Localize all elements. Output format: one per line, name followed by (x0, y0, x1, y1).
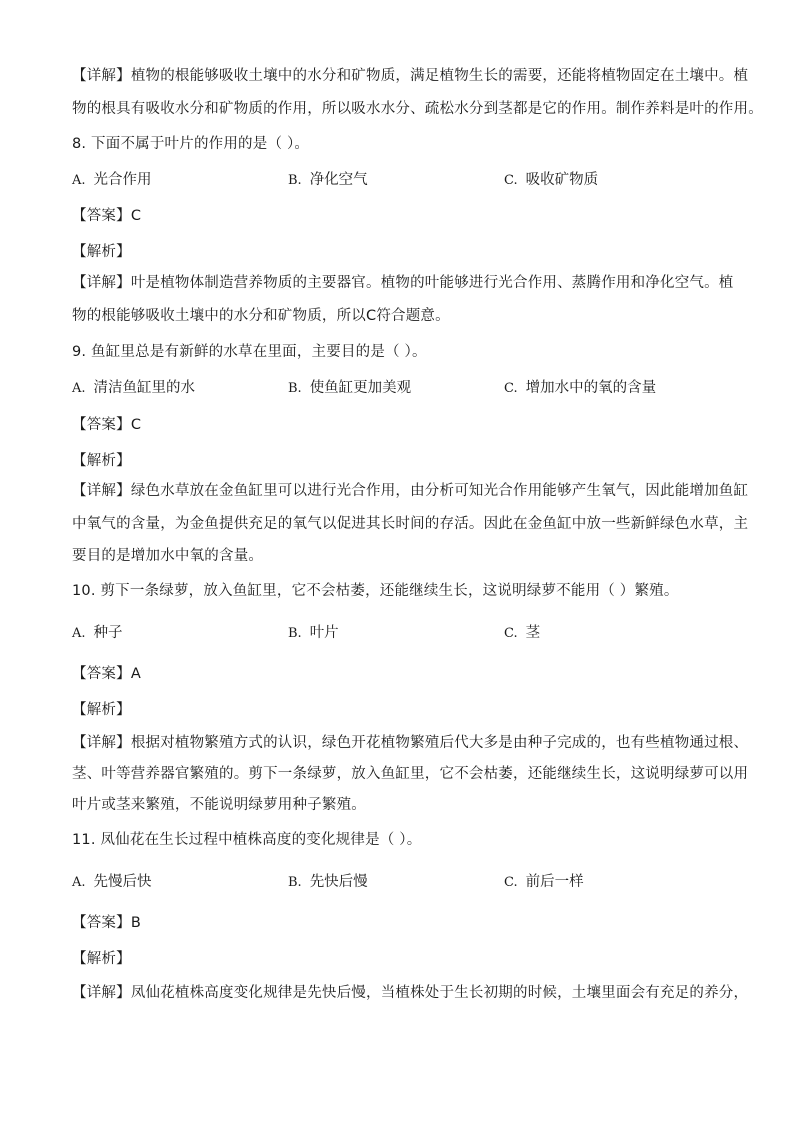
q7-detail-line-2: 物的根具有吸收水分和矿物质的作用，所以吸水水分、疏松水分到茎都是它的作用。制作养料是叶的作用。 (72, 101, 763, 117)
option-text: 净化空气 (309, 172, 368, 188)
option-text: 叶片 (309, 625, 339, 641)
option-letter: C. (504, 875, 518, 890)
question-9-answer (72, 415, 141, 435)
answer-tag: 【答案】 (72, 417, 131, 433)
option-letter: B. (288, 381, 302, 396)
question-8-analysis-tag: 【解析】 (72, 244, 131, 260)
question-11-detail-line-1 (72, 983, 748, 1003)
question-11-stem: 11. 凤仙花在生长过程中植株高度的变化规律是（ ）。 (72, 832, 422, 848)
option-text: 先慢后快 (93, 874, 152, 890)
answer-value: C (130, 208, 142, 224)
option-letter: A. (72, 381, 86, 396)
question-9-option-b (288, 378, 411, 399)
option-text: 使鱼缸更加美观 (309, 380, 412, 396)
detail-tag: 【详解】 (72, 735, 131, 751)
question-10-option-b (288, 623, 339, 644)
answer-value: C (130, 417, 142, 433)
question-9-detail-line-1 (72, 481, 748, 501)
option-text: 清洁鱼缸里的水 (93, 380, 196, 396)
detail-tag: 【详解】 (72, 275, 131, 291)
question-11-option-c (504, 872, 584, 893)
question-8-detail-line-2: 物的根能够吸收土壤中的水分和矿物质，所以C符合题意。 (72, 308, 450, 324)
question-10-option-a (72, 623, 123, 644)
option-letter: B. (288, 173, 302, 188)
answer-tag: 【答案】 (72, 208, 131, 224)
question-11-option-a (72, 872, 152, 893)
detail-tag: 【详解】 (72, 483, 131, 499)
question-10-detail-line-2: 茎、叶等营养器官繁殖的。剪下一条绿萝，放入鱼缸里，它不会枯萎，还能继续生长，这说明绿萝可以用 (72, 766, 749, 782)
answer-value: B (130, 915, 141, 931)
option-letter: B. (288, 875, 302, 890)
question-10-detail-line-3: 叶片或茎来繁殖，不能说明绿萝用种子繁殖。 (72, 797, 366, 813)
question-9-option-c (504, 378, 656, 399)
option-letter: C. (504, 173, 518, 188)
option-text: 增加水中的氧的含量 (525, 380, 657, 396)
detail-text: 绿色水草放在金鱼缸里可以进行光合作用，由分析可知光合作用能够产生氧气，因此能增加鱼缸 (130, 483, 749, 499)
detail-text: 根据对植物繁殖方式的认识，绿色开花植物繁殖后代大多是由种子完成的，也有些植物通过根、 (130, 735, 749, 751)
answer-tag: 【答案】 (72, 915, 131, 931)
question-11-analysis-tag: 【解析】 (72, 951, 131, 967)
question-10-analysis-tag: 【解析】 (72, 702, 131, 718)
option-letter: C. (504, 381, 518, 396)
question-10-answer (72, 664, 141, 684)
question-8-option-b (288, 170, 368, 191)
option-letter: A. (72, 875, 86, 890)
option-text: 吸收矿物质 (525, 172, 599, 188)
answer-value: A (130, 666, 141, 682)
option-text: 茎 (525, 625, 541, 641)
question-8-answer (72, 206, 141, 226)
detail-tag: 【详解】 (72, 985, 131, 1001)
q7-detail-line-1 (72, 66, 748, 86)
option-text: 光合作用 (93, 172, 152, 188)
question-9-stem: 9. 鱼缸里总是有新鲜的水草在里面，主要目的是（ ）。 (72, 344, 427, 360)
question-10-stem: 10. 剪下一条绿萝，放入鱼缸里，它不会枯萎，还能继续生长，这说明绿萝不能用（ ）繁殖。 (72, 583, 679, 599)
question-9-detail-line-2: 中氧气的含量，为金鱼提供充足的氧气以促进其长时间的存活。因此在金鱼缸中放一些新鲜绿色水草，主 (72, 516, 749, 532)
option-letter: B. (288, 626, 302, 641)
detail-tag: 【详解】 (72, 68, 131, 84)
question-8-stem: 8. 下面不属于叶片的作用的是（ ）。 (72, 136, 310, 152)
question-9-option-a (72, 378, 195, 399)
question-9-analysis-tag: 【解析】 (72, 453, 131, 469)
option-text: 种子 (93, 625, 123, 641)
question-11-answer (72, 913, 141, 933)
option-letter: C. (504, 626, 518, 641)
detail-text: 凤仙花植株高度变化规律是先快后慢，当植株处于生长初期的时候，土壤里面会有充足的养分， (130, 985, 749, 1001)
answer-tag: 【答案】 (72, 666, 131, 682)
detail-text: 植物的根能够吸收土壤中的水分和矿物质，满足植物生长的需要，还能将植物固定在土壤中。植 (130, 68, 749, 84)
detail-text: 叶是植物体制造营养物质的主要器官。植物的叶能够进行光合作用、蒸腾作用和净化空气。植 (130, 275, 734, 291)
question-9-detail-line-3: 要目的是增加水中氧的含量。 (72, 548, 264, 564)
question-8-option-a (72, 170, 152, 191)
question-10-option-c (504, 623, 540, 644)
option-text: 前后一样 (525, 874, 584, 890)
question-8-detail-line-1 (72, 273, 734, 293)
option-letter: A. (72, 173, 86, 188)
question-10-detail-line-1 (72, 733, 748, 753)
question-8-option-c (504, 170, 598, 191)
option-text: 先快后慢 (309, 874, 368, 890)
option-letter: A. (72, 626, 86, 641)
question-11-option-b (288, 872, 368, 893)
